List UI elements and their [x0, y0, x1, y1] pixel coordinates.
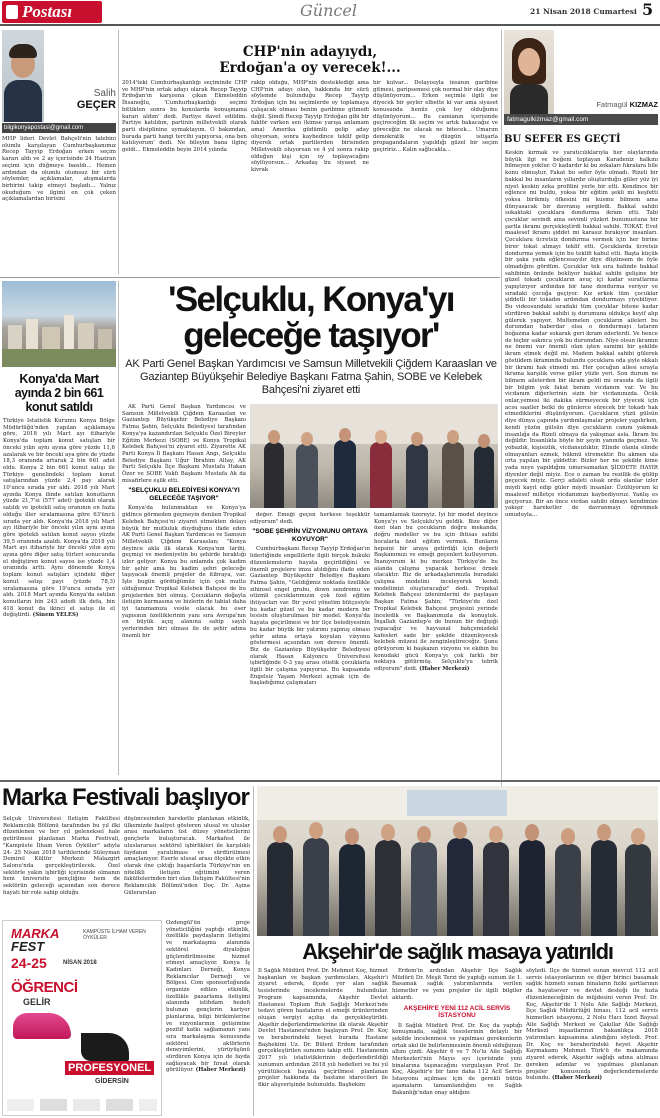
columnist-email-right: fatmagulkizmaz@gmail.com: [504, 114, 658, 125]
issue-date: 21 Nisan 2018 Cumartesi: [530, 7, 637, 16]
top-story-title-line2: Erdoğan'a oy verecek!...: [219, 60, 401, 76]
selcuklu-headline-line2: geleceğe taşıyor': [183, 316, 439, 355]
konut-headline-line2: ayında 2 bin 661: [14, 386, 104, 400]
aksehir-col3-body: söyledi. İlçe de hizmet sunan mevcut 112 acil servis istasyonlarının ve diğer birinci basamak sağlık hizmeti sunan binaların fiziki şartlarının da hayatsever ve devlet desteği ile hızla düzenleneceğinin de müjdesini veren Prof. Dr. Koç, Akşehir'de 1 Nolu Aile Sağlığı Merkezi, İlçe Sağlık Müdürlüğü binası, 112 acil servis hizmetleri istasyonu, 2 Nolu Hacı İzzet Baysal Aile Sağlığı Merkezi ve Çakıllar Aile Sağlığı Merkezi inşaatlarının bakanlıkça 2018 yatırımları kapsamına alındığını söyledi. Prof. Dr. Koç ve beraberindeki heyet Akşehir Kaymakamı Mehmet Türk'ü de makamında ziyaret ederek, Akşehir sağlığı adına atılması gereken adımlar ve yapılması planlanan projeler konusunda değerlendirmelerde bulundu.: [526, 968, 658, 1082]
marka-poster: [2, 920, 162, 1116]
top-story-title: [120, 44, 500, 76]
selcuklu-col1: [122, 404, 246, 776]
selcuklu-col3-body: tamamlamak üzereyiz. İyi bir model deyince Konya'yı ve Selçuklu'yu geldik. Bize diğer özel olan bu çocukların doğru mekanda, doğru modeller ve bu için ihtisas sahibi hocalarla özel eğitim vermek. Bunların hepsini bir araya getirdiği için değerli Başkanımızı ve emeği geçenleri kutluyorum. İnanıyorum ki bu merkez Türkiye'de bu alanda çalışma yapacak herkese örnek olacaktır. Biz de arkadaşlarımızla buradaki çalışma modelini inceleyerek kendi modelimizi oluşturacağız" dedi. Tropikal Kelebek Bahçesi izlenimlerini de paylaşan Başkan Fatma Şahin; "Türkiye'de özel Tropikal Kelebek Bahçesi projesini yerinde inceledik ve Başkanımızla da konuştuk. İnşallah Gaziantep'e de bunun bir değişiği yapacağız ve hayvanat bahçemizdeki kafesleri sade bir şekilde düzenleyecek kelebek müzesi ile zenginleştireceğiz. Şunu görüyorum ki başkanın vizyonu ve ekibin bu konudaki gücü Konya'yı çok farklı bir noktaya götürmüş. Selçuklu'yu tebrik ediyorum" dedi.: [374, 512, 498, 673]
columnist-name-left: [60, 88, 116, 111]
columnist-text-right: Keskin kırmak ve yaratıcılıklarıyla her olaylarında büyük ilgi ve beğeni toplayan Karadeniz halkını bilmeyen yoktur. O kadardır ki bu zekaları fıkralara bile konu olmuştur. Fakat bu sefer öyle olmadı. Rizeli bir bakkal bu insanların yıllardır oluşturduğu güler yüz iyi niyet keskin zeka profilini yerle bir etti. Kendince bir eğlence mi buldu, yoksa bir eğitim şekli mi keşfetti yoksa birikmiş öfkesini mi kusmu bilmem ama dünyasacak bir davranış sergiledi. Bakkal sahibi sokaktaki çocuklara dondurma ikram etti. Tabi çocuklar sevindi ama sevimli yüzleri bununustuna bir şartla ikramı gerçekleştirdi bakkal sahibi. TOKAT. Evet maalesef ikramı şiddet mi karasız bırakıyor insanları. Çocuklara ücretsiz dondurma vermek için her birine birer tokat atmayı teklif etti. Çocuklarda ücretsiz dondurma yemek için bu teklifi kabul etti. Başta küçük bir şaka yada eğlencesayılır diye düşünsem de öyle olmadığını gördüm. Çocuklar tek sıra halinde bakkal sahibinin önünde bekliyor bakkal sahibi gelişine bir güzel tokadı çocukların avuç içi kadar suratlarına yapıştırıyor ardından bir tane dondurma veriyor ve sıradaki çocuğa geçiyor. Kız erkek tüm çocuklar şiddetli bir tokadın ardından dondurmayı yiyebiliyor. Bu videosundaki sıradaki tüm çocuklar bitene kadar sürdüren bakkal sahibi iş durumuna oldukça keyif alıp gülerek yapıyor. Multemelen çocukların aileleri bu durumdan haberdar olsa o dondurmayı tatarım boğazına kadar sokarak geri ikram ederlerdi. Ve hence de hiçbir sakınca yok bu durumdan. Niye olsun ikramın ne önemi var önemli olan işten samimi bir şekilde ikram etmek değil mi. Madem bakkal sahibi gülerek göstildem ikramında bulundu çocuklara oda şiyle okkalı bir ikramı hak etmedi mi. Her çocuğun ailesi sırayla ikrama karşılık verse güler yüzle yeri. Son durum ne bilmem ailelerden bir ikram geldi mi orasıda da ilgili bir bilgim yok fakat benim vicdanım var. Ve bu vicdanım diğerlerinin sizin bir vicdanınızda. Öcük onlar,yemesi iki dakika sürmeyecek bir yiyecek için acısı saatler belki de günlerce sürecek bir tokadı hak etmediklerini düşünüyorum. Çocukların yüzü gülsün diye dünya çapında yardımlaşmalar projeler yapılırken, kendi yüzün gülsün diye çocukların canını yakmak insanlığa da Rizeli olmaya da yakışmaz asla. İkram bu değildir. İnsanlıkta böyle bir şeyin yanında geçmez. Ve yobazlık, kişisizlik, vicdansızlıktır. Elinde olanla elinde olmayanları ezmek, hükmü stremektir. Bu akmen ula orta yapılan bir şiddettir. Bizler her ne şekilde kime yada neye yapıldığını umursamadan ŞİDDETE HAYIR diyenler değil miyiz. Ece o zaman bu rezillik de gülüp geçecek miyiz. Gerçi adaleti olsak orda olanlar izler miydi kayıt edip güler miydi insanlar. Üzülüyorum ki maalesef milletçe vicdanımızı kaybediyoruz. Yanlış es geçiyoruz. Bir an önce vicdan sahibi olmayı kendimize yakışır hareketler de davranmayı öğrenmek umuduyla...: [505, 150, 658, 518]
selcuklu-headline: [124, 282, 498, 354]
logo-mark-icon: [6, 5, 18, 19]
selcuklu-subheading-2: "SOBE ŞEHRİN VİZYONUNU ORTAYA KOYUYOR": [252, 528, 368, 543]
poster-tagline: KAMPÜSTE İLHAM VEREN ÖYKÜLER: [83, 929, 146, 941]
column-title-right: BU SEFER ES GEÇTİ: [504, 134, 621, 145]
top-story-col1: 2014'teki Cumhurbaşkanlığı seçiminde CHP ve MHP'nin ortak adayı olarak Recep Tayyip Erdoğan'ın karşısına çıkan Ekmeleddin İhsanoğlu, 'Cumhurbaşkanlığı seçimi bittikten sonra bu konularda konuşmama kararı aldım' dedi. Partiye davet edildim. Partiye katıldım, partinin milletvekili olarak parti disiplinine uymaktayım. O bakımdan, burada parti hangi tercihi yapıyorsa, ona ben katılıyorum' dedi. Ne bileyim bana ilginç geldi... Ekmeleddin beyin 2014 yılında: [122, 80, 247, 154]
columnist-first-name-right: Fatmagül: [596, 100, 628, 109]
page-number: 5: [642, 0, 654, 19]
columnist-photo-right: [504, 30, 554, 114]
aksehir-subheading: AKŞEHİR'E YENİ 112 ACİL SERVİS İSTASYONU: [403, 1004, 511, 1020]
poster-heel-icon: [81, 1033, 129, 1061]
marka-col2b-body: Özdengül'ün proje yöneticiliğini yaptığı etkinlik, özellikle paydaşların iletişimi ve markalaşma alanında sektörel diyaloğun güçlendirilmesine hizmet etmeyi amaçlıyor. Konya İş Kadınları Derneği, Konya Reklamcılar Derneği ve Bölgesi. Com sponsorluğunda organize edilen etkinlik, özellikle pazarlama iletişimi alanında istihdam hedefi bulunan gençlerin kariyer planlarına, bilgi birikimlerine ve vizyonlarının gelişimine pozitif katkı sağlamanın yanı sıra markalaşma konusunda sektörel aktörlerin deneyimlerini, yürüyüşünü sürdüren Konya için de fayda sağlayacak bir fırsat olarak görülüyor.: [166, 920, 250, 1074]
columnist-first-name: Salih: [93, 88, 116, 99]
selcuklu-credit: (Haber Merkezi): [419, 666, 470, 673]
selcuklu-headline-line1: 'Selçuklu, Konya'yı: [168, 280, 454, 319]
columnist-last-name-right: KIZMAZ: [629, 100, 658, 109]
konut-headline: [2, 372, 116, 414]
konut-text: [3, 418, 115, 774]
aksehir-col2-top: Erdem'in ardından Akşehir İlçe Sağlık Müdürü Dr. Meşit Terzi de yaptığı sunum ile 1. Basamak sağlık yatırımlarında verilen hizmetler ve yeni projeler ile ilgili bilgiler aktardı.: [392, 968, 522, 1001]
top-story-col3: bir kulvar... Dolayısıyla insanın garibine gitmesi, garipsemesi çok normal bir olay diye düşünüyorum... Erken seçimle ilgili ise diyecek bir şeyler elbette ki var ama siyaset konusunda henüz çok toy olduğumu düşünüyorum... Bu camianın içerisinde geçireceğim ilk seçim ve artık bakacağız ve göreceğiz ne olacak ne bitecek... Umarım demokratik ve düzgün istişarla propagandaların yapıldığı güzel bir seçim geçiririz... Kalın sağlıcakla...: [373, 80, 498, 154]
aksehir-col1: İl Sağlık Müdürü Prof. Dr. Mehmet Koç, hizmet başkanları ve başkan yardımcıları, Akşehir'i ziyaret ederek, ilçede yer alan sağlık tesislerinde incelemelerde bulundular. Program kapsamında, Akşehir Devlet Hastanesi Toplum Ruh Sağlığı Merkezi'nde tedavi gören hastaların el emeği ürünlerinden oluşan sergiyi açılışı da gerçekleştirildi. Akşehir değerlendirmelerine ilk olarak Akşehir Devlet Hastanesi'nden başlayan Prof. Dr. Koç ve beraberindeki heyet burada Hastane Başhekimi Uz. Dr. Bülent Erdem tarafından gerçekleştirilen sunumu takip etti. Hastanenin 2017 yılı istatistiklerinin değerlendirildiği sunumun ardından 2018 yılı hedefleri ve bu yıl yürütülecek hayata geçirilmesi planlanan projeler hakkında da hastane idarecileri ile fikir alışverişinde bulunuldu. Başhekim: [258, 968, 388, 1088]
aksehir-col2-bottom: İl Sağlık Müdürü Prof. Dr. Koç da yaptığı konuşmada, sağlık tesislerinin detaylı bir şekilde incelenmesi ve yapılması gerekenlerin ortak akıl ile belirlenmesinin önemli olduğunun altını çizdi. Akşehir 6 ve 7 No'lu Aile Sağlığı Merkezleri'nin Mayıs ayı içerisinde yeni binalarına taşınacağını vurgulayan Prof. Dr. Koç, Akşehir'e bir tane daha 112 Acil Servis İstasyonu açılması için de gerekli bütün aşamaların tamamlandığını ve Sağlık Bakanlığı'ndan onay aldığını: [392, 1022, 522, 1096]
marka-col2b: [166, 920, 250, 1116]
poster-gelir-word: GELİR: [23, 997, 51, 1007]
city-photo: [2, 281, 116, 367]
columnist-photo-left: [2, 30, 44, 122]
selcuklu-deck: AK Parti Genel Başkan Yardımcısı ve Samsun Milletvekili Çiğdem Karaaslan ve Gaziantep Büyükşehir Belediye Başkanı Fatma Şahin, SOBE ve Kelebek Bahçesi'ni ziyaret etti: [125, 358, 497, 396]
columnist-text-left: MHP lideri Devlet Bahçeli'nin talebini olumlu karşılayan Cumhurbaşkanımız Recep Tayyip Erdoğan erken seçim kararı aldı ve 2 ay içerisinde 24 Haziran seçimi için düğmeye basıldı... Hemen ardından da olumlu olumsuz bir sürü söylemler, açıklamalar, atışmalarda birbirini takip etmeyi başladı... Yalnız okuduğum ve ilgimi en çok çeken açıklamalardan birisini: [2, 136, 116, 203]
marka-col2: düşüncesinden hareketle planlanan etkinlik, ülkemizde faaliyet gösteren ulusal ve uluslar arası markaların üst düzey yöneticilerini gençlerle buluşturacak. Markafest ile uluslararası sektörel işbirlikleri ile karşılıklı faydanın yaratılması ve sürdürülmesi amaçlanıyor. Eserle ulusal arası ölçekte etkin olarak öne çıktığı başarılarla Türkiye'nin en nitelikli iletişim eğitimini veren fakültelerinden biri olan İletişim Fakültesi'nin Reklamcılık Bölümü'nden Doç. Dr. Aşina Gülerarslan: [124, 816, 250, 896]
top-story-title-line1: CHP'nin adayıydı,: [242, 44, 378, 60]
konut-headline-line3: konut satıldı: [25, 400, 93, 414]
columnist-email-left: bilgikonyapostasi@gmail.com: [2, 123, 116, 133]
logo-text: Postası: [22, 2, 73, 21]
masthead: [0, 0, 660, 24]
aksehir-credit: (Haber Merkezi): [551, 1075, 603, 1082]
aksehir-col3: [526, 968, 658, 1116]
top-story-col2: rakip olduğu, MHP'nin desteklediği ama CHP'nin adayı olan, hakkında bir sürü söylemde bulunduğu Recep Tayyip Erdoğan için bu seçimlerde oy toplamaya çalışacak olması benim garibime gitmedi değil. Şimdi Recep Tayyip Erdoğan gibi bir faktör varken sen (kimse yarışa anlamam ama) Amerika güdümlü gelip aday oluyorsan, sonra kaybedince teklif gelip diyerek ortak partilerden birisinden Milletvekili oluyorsan ve 4 yıl sonra rakip olduğun kişi için oy toplayacağını söylüyorsun... Arkadaş bu siyaset ne kivrak: [251, 80, 369, 174]
poster-sponsor-strip: [7, 1099, 157, 1111]
konut-body: Türkiye İstatistik Kurumu Konya Bölge Müdürlüğü'nden yapılan açıklamaya göre, 2018 yılı Mart ayı itibariyle Konya'da toplam konut satışları bir önceki yılın aynı ayına göre yüzde 11,6 azalarak ve bir önceki aya göre de yüzde 18,3 oranında artarak 2 bin 661 adet oldu. Konya 2 bin 661 konut satışı ile Türkiye genelindeki toplam konut satışlarından yüzde 2,4 pay alarak 10'uncu sırada yer aldı. 2018 yılı Mart ayında Konya ilinde satılan konutların yüzde 21,7'si (577 adet) ipotekli olarak satıldı ve ipotekli satış oranının en fazla olduğu iller sıralamasına göre 63'üncü sırada yer aldı. Konya'da 2018 yılı Mart ayı itibariyle bir önceki yılın aynı ayına göre ipotekli satılan konut sayısı yüzde 39,5 oranında azaldı. Konya'da 2018 yılı Mart ayı itibariyle bir önceki yılın aynı ayına göre diğer satış türleri sonucunda el değiştiren konut sayısı ise yüzde 1,4 oranında arttı. Aynı dönemde Konya toplam konut satışları içindeki diğer konut satışı payı (yüzde 78,3) sıralamasına göre 19'uncu sırada yer aldı. 2018 Mart ayında Konya'da satılan konutların bin 243 adedi ilk defa, bin 418 konut da ikinci el satışı ile el değiştirdi.: [3, 418, 115, 619]
konut-headline-line1: Konya'da Mart: [19, 372, 99, 386]
columnist-name-right: [556, 100, 658, 109]
aksehir-col2: [392, 968, 522, 1116]
konut-credit: (Sinem YELES): [32, 612, 79, 619]
selcuklu-subheading-1: "SELÇUKLU BELEDİYESİ KONYA'YI GELECEĞE TAŞIYOR": [128, 487, 240, 502]
aksehir-headline: Akşehir'de sağlık masaya yatırıldı: [302, 939, 613, 964]
marka-col1: Selçuk Üniversitesi İletişim Fakültesi Reklamcılık Bölümü tarafından bu yıl ilki düzenlenen ve her yıl geleneksel hale getirilmesi planlanan Marka Festivali, "Kampüste İlham Veren Öyküler" adıyla 24- 25 Nisan 2018 tarihlerinde Süleyman Demirel Kültür Merkezi Malazgirt Salonu'nda gerçekleştirilecek. Özel sektörle yakın işbirliği içerisinde olmanın hem üniversite gençliğine hem de sektörün geleceği açısından son derece hayati bir role sahip olduğu: [3, 816, 120, 896]
poster-brand: MARKA: [11, 926, 60, 941]
poster-sneaker-icon: [13, 1013, 71, 1039]
selcuklu-col1-top: AK Parti Genel Başkan Yardımcısı ve Samsun Milletvekili Çiğdem Karaaslan ve Gaziantep Büyükşehir Belediye Başkanı Fatma Şahin, Selçuklu Belediyesi tarafından Konya'ya kazandırılan Selçuklu Özel Bireyler Eğitim Merkezi (SOBE) ve Konya Tropikal Kelebek Bahçesi'ni ziyaret etti. Ziyarette AK Parti Konya İl Başkanı Hasan Angı, Selçuklu Belediye Başkanı Uğur İbrahim Altay, AK Parti Selçuklu İlçe Başkanı Mustafa Hakan Özer ve SOBE Vakfı Başkanı Mustafa Ak da misafirlere eşlik etti.: [122, 404, 246, 484]
poster-dates: 24-25: [11, 955, 47, 971]
selcuklu-col2-bottom: Cumhurbaşkanı Recep Tayyip Erdoğan'ın liderliğinde engellilerle ilgili birçok hukuki düzenlemelerin hayata geçirildiğini ve önemli projelere imza atıldığını ifade eden Gaziantep Büyükşehir Belediye Başkanı Fatma Şahin, "Geldiğimiz noktada özellikle zihinsel engel grubu, down sendromu ve otizmli çocuklarımızın çok özel eğitim ihtiyacları var. Bir yerel yönetim bütçesiyle bu kadar güzel ve bu kadar modern bir tesisin oluşturulması bir model. Konya'da hayata geçirilmesi ve bir ilçe belediyesinin bu kadar büyük bir yatırımı yapmış olması şehir adına ortaya koyulan vizyonu göstermesi açısından son derece önemli. Biz de Gaziantep Büyükşehir Belediyesi olarak Hasan Kalyoncu Üniversitesi işbirliğinde 0-3 yaş arası otistik çocuklarla ilgili bir çalışma yapıyoruz. Bu kapsamda Engelsiz Yaşam Merkezi açmak için de başladığımız çalışmaları: [250, 546, 370, 687]
marka-credit: (Haber Merkezi): [195, 1067, 246, 1074]
poster-gidersin-word: GİDERSİN: [95, 1078, 129, 1085]
marka-headline: Marka Festivali başlıyor: [2, 784, 249, 811]
selcuklu-col2-top: değer. Emeği geçen herkese teşekkür ediyorum" dedi.: [250, 512, 370, 525]
selcuklu-photo: [250, 404, 498, 508]
poster-pro-word: PROFESYONEL: [65, 1061, 154, 1075]
aksehir-photo: [257, 786, 658, 936]
poster-brand-2: FEST: [11, 939, 45, 954]
columnist-last-name: GEÇER: [76, 99, 116, 111]
poster-student-word: ÖĞRENCİ: [11, 979, 78, 996]
selcuklu-col3: [374, 512, 498, 776]
poster-month: NİSAN 2018: [63, 960, 97, 966]
section-label: Güncel: [300, 1, 357, 20]
selcuklu-col2: [250, 512, 370, 776]
selcuklu-col1-bottom: Konya'da bulunmaktan ve Konya'ya gidince görmeden geçmeyin deniien Tropikal Kelebek Bahçesi'ni ziyaret etmekten dolayı büyük bir mutluluk duyduğunu ifade eden AK Parti Genel Başkan Yardımcısı ve Samsun Milletvekili Çiğdem Karaaslan; "Konya deyince akla ilk olarak Konya'nın tarihi, geçmişi ve medeniyetin bu şehirde bıraktığı izler geliyor. Konya bu anlamda çok kadim bir şehir ama bu kadim şehri geleceğe taşıyacak önemli projeler de itibraya, var. İşte bugün gördüğümüz için çok mutlu olduğumuz Tropikal Kelebek Bahçesi de bu projelerden biri olmuş. Çocukların doğayla iletişim kurmasına ve bizlerin de tabiat daha iyi tanımamıza vesile olacak bu eser yapısının özelliklerinin yanı sıra Avrupa'nın en büyük açıq alanına sahip sayılı yerlerinden biri olması ile de şehir adına önemli bir: [122, 505, 246, 639]
logo: [2, 1, 102, 23]
